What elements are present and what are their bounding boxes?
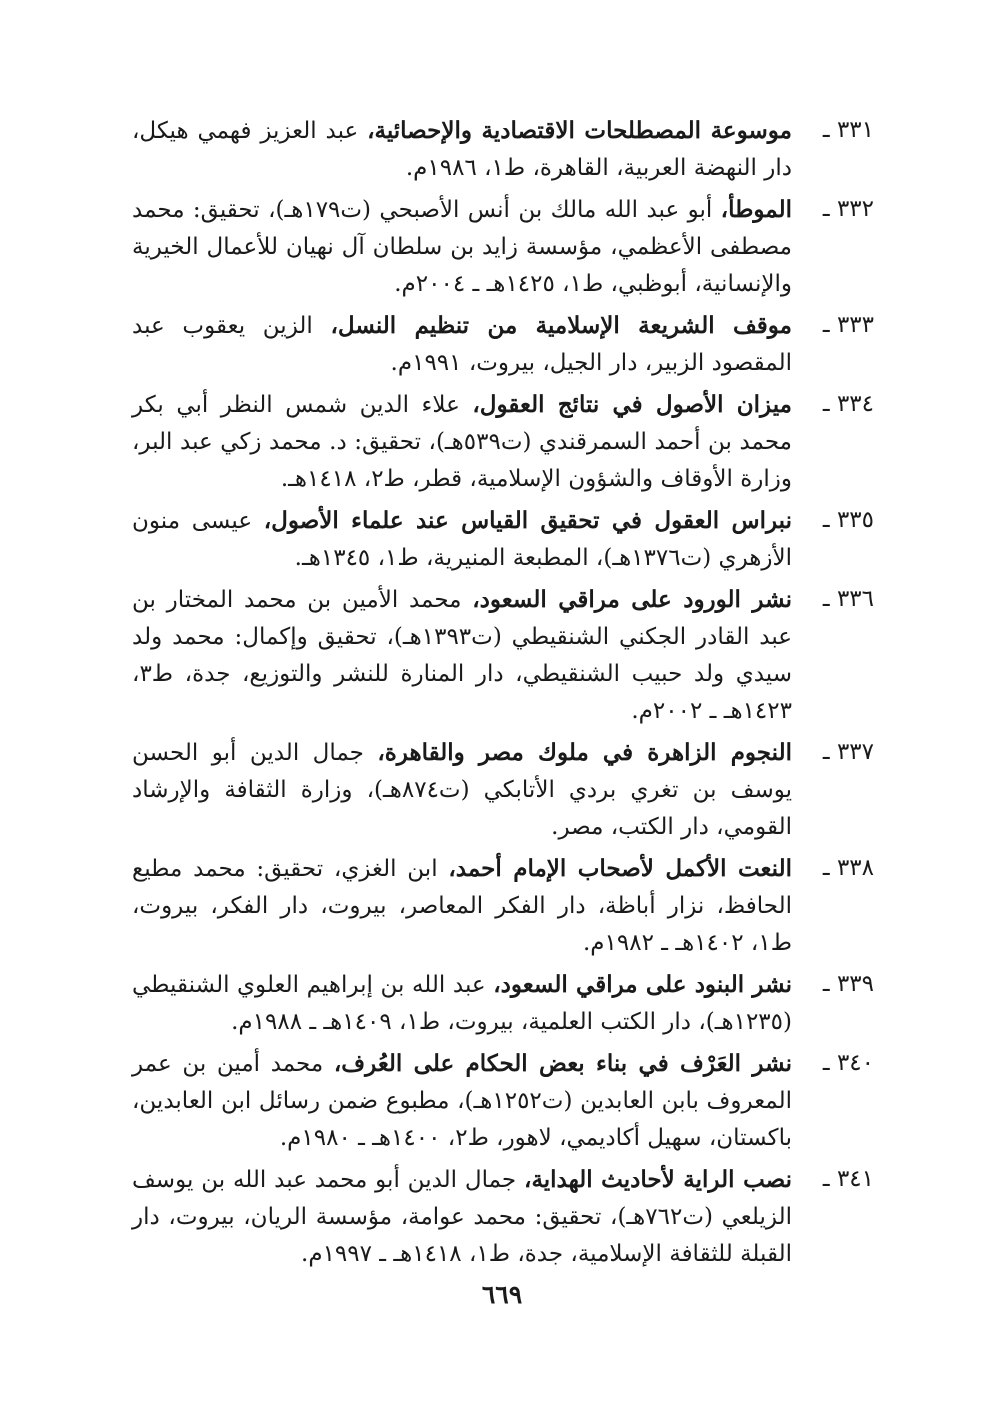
entry-number: ٣٣٩ ـ bbox=[822, 971, 874, 997]
entry-details: الزين يعقوب عبد المقصود الزبير، دار الجيل، بيروت، ١٩٩١م. bbox=[132, 313, 792, 376]
entry-number: ٣٣٧ ـ bbox=[822, 739, 874, 765]
entry-number: ٣٣٤ ـ bbox=[822, 391, 874, 417]
entry-title: النعت الأكمل لأصحاب الإمام أحمد، bbox=[448, 855, 792, 882]
entry-details: عبد الله بن إبراهيم العلوي الشنقيطي (١٢٣٥هـ)، دار الكتب العلمية، بيروت، ط١، ١٤٠٩هـ ـ ١٩٨٨م. bbox=[132, 972, 792, 1035]
entry-title: نبراس العقول في تحقيق القياس عند علماء الأصول، bbox=[263, 507, 792, 534]
bibliography-entry-337 bbox=[132, 734, 874, 846]
entry-details: أبو عبد الله مالك بن أنس الأصبحي (ت١٧٩هـ)، تحقيق: محمد مصطفى الأعظمي، مؤسسة زايد بن سلطان آل نهيان للأعمال الخيرية والإنسانية، أبوظبي، ط١، ١٤٢٥هـ ـ ٢٠٠٤م. bbox=[132, 197, 792, 297]
entry-number: ٣٣٨ ـ bbox=[822, 855, 874, 881]
entry-title: نشر الورود على مراقي السعود، bbox=[472, 586, 792, 613]
bibliography-entry-338 bbox=[132, 850, 874, 962]
entry-details: محمد الأمين بن محمد المختار بن عبد القادر الجكني الشنقيطي (ت١٣٩٣هـ)، تحقيق وإكمال: محمد ولد سيدي ولد حبيب الشنقيطي، دار المنارة للنشر والتوزيع، جدة، ط٣، ١٤٢٣هـ ـ ٢٠٠٢م. bbox=[132, 587, 792, 724]
bibliography-entry-333 bbox=[132, 307, 874, 382]
entry-details: جمال الدين أبو محمد عبد الله بن يوسف الزيلعي (ت٧٦٢هـ)، تحقيق: محمد عوامة، مؤسسة الريان، بيروت، دار القبلة للثقافة الإسلامية، جدة، ط١، ١٤١٨هـ ـ ١٩٩٧م. bbox=[132, 1167, 792, 1267]
entry-title: النجوم الزاهرة في ملوك مصر والقاهرة، bbox=[377, 739, 792, 766]
page-number: ٦٦٩ bbox=[481, 1280, 523, 1309]
entry-details: ابن الغزي، تحقيق: محمد مطيع الحافظ، نزار أباظة، دار الفكر المعاصر، بيروت، دار الفكر، بيروت، ط١، ١٤٠٢هـ ـ ١٩٨٢م. bbox=[132, 856, 792, 956]
bibliography-entry-341 bbox=[132, 1161, 874, 1273]
entry-details: عيسى منون الأزهري (ت١٣٧٦هـ)، المطبعة المنيرية، ط١، ١٣٤٥هـ. bbox=[132, 508, 792, 571]
entry-number: ٣٣٥ ـ bbox=[822, 507, 874, 533]
entry-number: ٣٣٢ ـ bbox=[822, 196, 874, 222]
bibliography-entry-331 bbox=[132, 112, 874, 187]
bibliography-entry-335 bbox=[132, 502, 874, 577]
bibliography-entry-336 bbox=[132, 581, 874, 730]
entry-number: ٣٤٠ ـ bbox=[822, 1050, 874, 1076]
entry-title: موقف الشريعة الإسلامية من تنظيم النسل، bbox=[330, 312, 792, 339]
bibliography-list bbox=[132, 112, 874, 1312]
entry-details: عبد العزيز فهمي هيكل، دار النهضة العربية، القاهرة، ط١، ١٩٨٦م. bbox=[132, 118, 792, 181]
bibliography-entry-332 bbox=[132, 191, 874, 303]
entry-details: محمد أمين بن عمر المعروف بابن العابدين (ت١٢٥٢هـ)، مطبوع ضمن رسائل ابن العابدين، باكستان، سهيل أكاديمي، لاهور، ط٢، ١٤٠٠هـ ـ ١٩٨٠م. bbox=[132, 1051, 792, 1151]
entry-title: نشر البنود على مراقي السعود، bbox=[493, 971, 792, 998]
entry-number: ٣٣٣ ـ bbox=[822, 312, 874, 338]
entry-title: موسوعة المصطلحات الاقتصادية والإحصائية، bbox=[367, 117, 792, 144]
entry-title: نصب الراية لأحاديث الهداية، bbox=[524, 1166, 792, 1193]
entry-details: جمال الدين أبو الحسن يوسف بن تغري بردي الأتابكي (ت٨٧٤هـ)، وزارة الثقافة والإرشاد القومي، دار الكتب، مصر. bbox=[132, 740, 792, 840]
entry-title: الموطأ، bbox=[720, 196, 792, 223]
entry-title: ميزان الأصول في نتائج العقول، bbox=[472, 391, 792, 418]
entry-title: نشر العَرْف في بناء بعض الحكام على العُرف، bbox=[333, 1050, 793, 1077]
entry-number: ٣٣٦ ـ bbox=[822, 586, 874, 612]
bibliography-entry-339 bbox=[132, 966, 874, 1041]
entry-details: علاء الدين شمس النظر أبي بكر محمد بن أحمد السمرقندي (ت٥٣٩هـ)، تحقيق: د. محمد زكي عبد البر، وزارة الأوقاف والشؤون الإسلامية، قطر، ط٢، ١٤١٨هـ. bbox=[132, 392, 792, 492]
bibliography-entry-340 bbox=[132, 1045, 874, 1157]
entry-number: ٣٤١ ـ bbox=[822, 1166, 874, 1192]
entry-number: ٣٣١ ـ bbox=[822, 117, 874, 143]
bibliography-entry-334 bbox=[132, 386, 874, 498]
